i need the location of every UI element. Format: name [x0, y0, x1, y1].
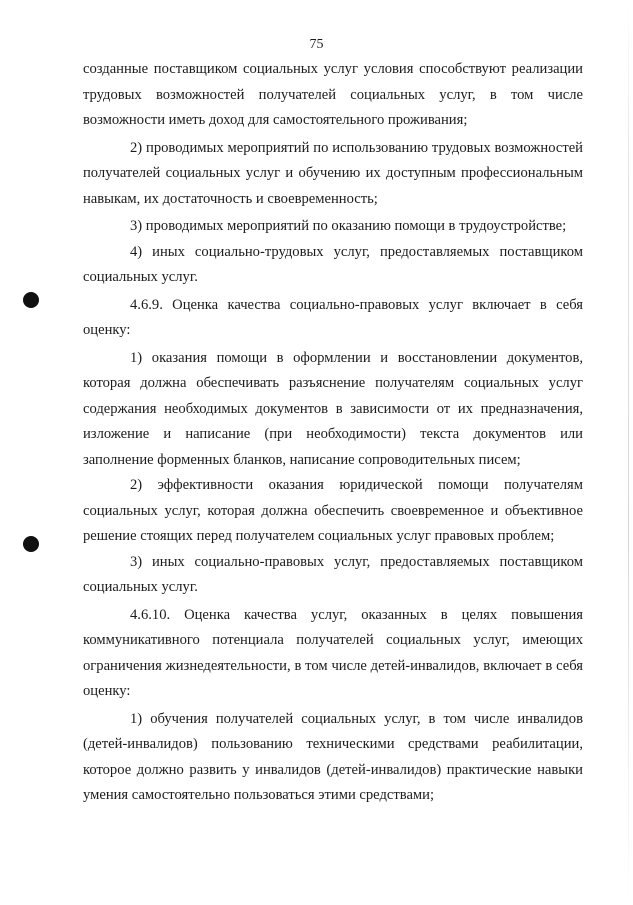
punch-hole-bottom: [23, 536, 39, 552]
paragraph: 4.6.9. Оценка качества социально-правовых услуг включает в себя оценку:: [83, 296, 583, 338]
punch-hole-top: [23, 292, 39, 308]
scan-edge-line: [628, 0, 629, 905]
paragraph: 2) эффективности оказания юридической помощи получателям социальных услуг, которая должна обеспечить своевременное и объективное решение стоящих перед получателем социальных услуг правовых проблем;: [83, 477, 583, 544]
paragraph: 2) проводимых мероприятий по использованию трудовых возможностей получателей социальных услуг и обучению их доступным профессиональным навыкам, их достаточность и своевременность;: [83, 139, 583, 207]
paragraph: 3) иных социально-правовых услуг, предоставляемых поставщиком социальных услуг.: [83, 553, 583, 595]
body-text: [83, 57, 583, 809]
paragraph: созданные поставщиком социальных услуг условия способствуют реализации трудовых возможностей получателей социальных услуг, в том числе возможности иметь доход для самостоятельного проживания;: [83, 61, 583, 128]
paragraph: 3) проводимых мероприятий по оказанию помощи в трудоустройстве;: [130, 218, 567, 234]
paragraph: 1) обучения получателей социальных услуг, в том числе инвалидов (детей-инвалидов) пользованию техническими средствами реабилитации, которое должно развить у инвалидов (детей-инвалидов) практические навыки умения самостоятельно пользоваться этими средствами;: [83, 710, 583, 803]
paragraph: 1) оказания помощи в оформлении и восстановлении документов, которая должна обеспечивать разъяснение получателям социальных услуг содержания необходимых документов в зависимости от их предназначения, изложение и написание (при необходимости) текста документов или заполнение форменных бланков, написание сопроводительных писем;: [83, 349, 583, 468]
paragraph: 4) иных социально-трудовых услуг, предоставляемых поставщиком социальных услуг.: [83, 243, 583, 285]
paragraph: 4.6.10. Оценка качества услуг, оказанных в целях повышения коммуникативного потенциала получателей социальных услуг, имеющих ограничения жизнедеятельности, в том числе детей-инвалидов, включает в себя оценку:: [83, 606, 583, 699]
page-number: 75: [309, 37, 324, 52]
